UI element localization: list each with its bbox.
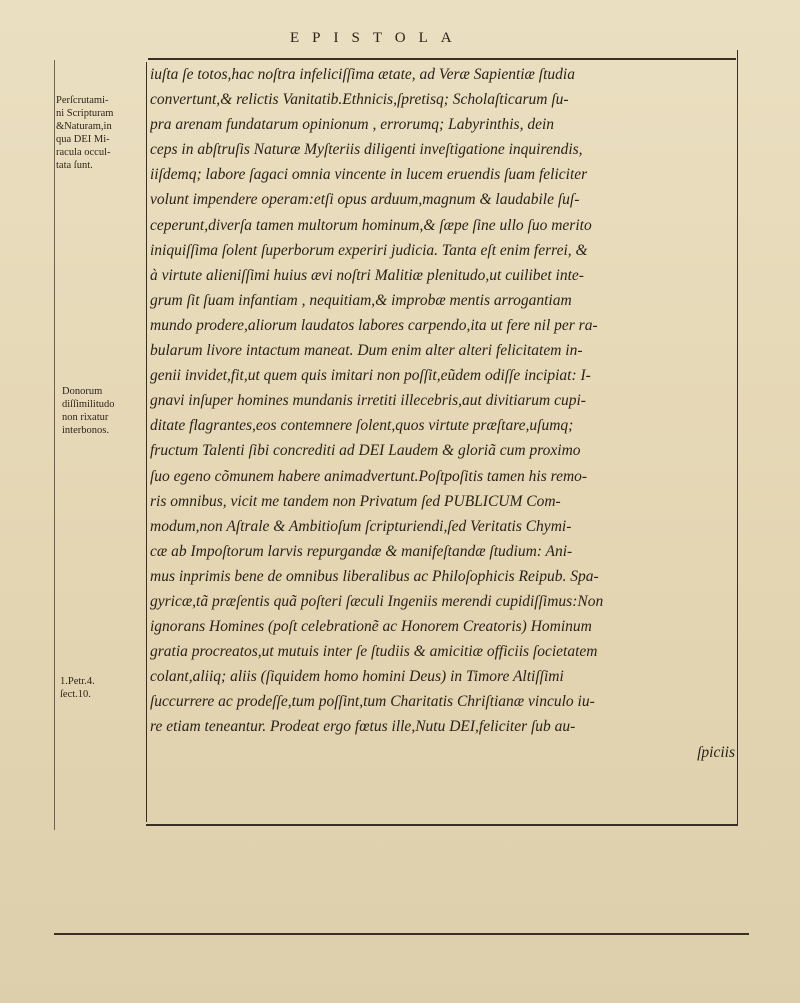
- text-line: ris omnibus, vicit me tandem non Privatum ſed PUBLICUM Com-: [150, 492, 561, 510]
- text-line: mus inprimis bene de omnibus liberalibus ac Philoſophicis Reipub. Spa-: [150, 567, 599, 585]
- margin-rule: [146, 62, 147, 822]
- text-line: convertunt,& relictis Vanitatib.Ethnicis,ſpretisq; Scholaſticarum ſu-: [150, 91, 569, 109]
- margin-note-donorum: [62, 385, 150, 437]
- margin-note-line: diſſimilitudo: [62, 399, 115, 410]
- text-line: genii invidet,fit,ut quem quis imitari non poſſit,eũdem odiſſe incipiat: I-: [150, 367, 591, 385]
- outer-left-rule: [54, 60, 55, 830]
- margin-note-line: Perſcrutami-: [56, 95, 109, 106]
- margin-note-line: 1.Petr.4.: [60, 676, 95, 687]
- margin-note-line: ni Scripturam: [56, 108, 114, 119]
- text-line: à virtute alieniſſimi huius ævi noſtri Malitiæ plenitudo,ut cuilibet inte-: [150, 266, 584, 284]
- text-line: iniquiſſima ſolent ſuperborum experiri judicia. Tanta eſt enim ferrei, &: [150, 241, 588, 259]
- header-rule: [148, 58, 736, 60]
- margin-note-line: ſect.10.: [60, 689, 91, 700]
- text-line: iuſta ſe totos,hac noſtra infeliciſſima ætate, ad Veræ Sapientiæ ſtudia: [150, 66, 575, 83]
- margin-note-line: Donorum: [62, 386, 103, 397]
- text-line: re etiam teneantur. Prodeat ergo fœtus ille,Nutu DEI,feliciter ſub au-: [150, 718, 576, 736]
- text-line: bularum livore intactum maneat. Dum enim alter alteri felicitatem in-: [150, 342, 583, 360]
- text-line: gnavi inſuper homines mundanis irretiti illecebris,aut divitiarum cupi-: [150, 392, 586, 410]
- text-line: grum ſit ſuam infantiam , nequitiam,& improbæ mentis arrogantiam: [150, 291, 572, 309]
- text-line: ſuo egeno cõmunem habere animadvertunt.Poſtpoſitis tamen his remo-: [150, 467, 588, 485]
- text-line: colant,aliiq; aliis (ſiquidem homo homini Deus) in Timore Altiſſimi: [150, 668, 564, 686]
- text-line: modum,non Aſtrale & Ambitioſum ſcripturiendi,ſed Veritatis Chymi-: [150, 517, 572, 535]
- text-line-last: ſpiciis: [697, 743, 735, 761]
- text-line: ceperunt,diverſa tamen multorum hominum,& ſæpe ſine ullo ſuo merito: [150, 216, 592, 234]
- text-line: ditate flagrantes,eos contemnere ſolent,quos virtute præſtare,uſumq;: [150, 417, 574, 435]
- margin-note-line: racula occul-: [56, 147, 111, 158]
- text-line: iiſdemq; labore ſagaci omnia vincente in lucem eruendis ſuam feliciter: [150, 166, 588, 184]
- running-header: EPISTOLA: [290, 30, 465, 46]
- text-line: ignorans Homines (poſt celebrationẽ ac Honorem Creatoris) Hominum: [150, 618, 592, 636]
- margin-note-petr: [60, 675, 148, 701]
- margin-note-scripture: [56, 94, 144, 172]
- margin-note-line: interbonos.: [62, 425, 109, 436]
- text-line: volunt impendere operam:etſi opus arduum,magnum & laudabile ſuſ-: [150, 191, 580, 209]
- text-line: pra arenam fundatarum opinionum , errorumq; Labyrinthis, dein: [150, 116, 555, 134]
- margin-note-line: &Naturam,in: [56, 121, 112, 132]
- text-line: ſuccurrere ac prodeſſe,tum poſſint,tum Charitatis Chriſtianæ vinculo iu-: [150, 693, 595, 711]
- text-line: ceps in abſtruſis Naturæ Myſteriis diligenti inveſtigatione inquirendis,: [150, 141, 583, 159]
- body-bottom-rule: [146, 824, 738, 826]
- text-line: gratia procreatos,ut mutuis inter ſe ſtudiis & amicitiæ officiis ſocietatem: [150, 643, 598, 661]
- margin-note-line: qua DEI Mi-: [56, 134, 110, 145]
- right-border-rule: [737, 50, 738, 825]
- margin-note-line: tata ſunt.: [56, 160, 93, 171]
- text-line: gyricæ,tã præſentis quã poſteri ſæculi Ingeniis merendi cupidiſſimus:Non: [150, 592, 604, 610]
- text-line: mundo prodere,aliorum laudatos labores carpendo,ita ut fere nil per ra-: [150, 316, 598, 334]
- text-line: cæ ab Impoſtorum larvis repurgandæ & manifeſtandæ ſtudium: Ani-: [150, 542, 573, 560]
- main-text-block: [150, 62, 735, 765]
- page-bottom-rule: [54, 933, 749, 935]
- text-line: fructum Talenti ſibi concrediti ad DEI Laudem & gloriã cum proximo: [150, 442, 581, 460]
- margin-note-line: non rixatur: [62, 412, 109, 423]
